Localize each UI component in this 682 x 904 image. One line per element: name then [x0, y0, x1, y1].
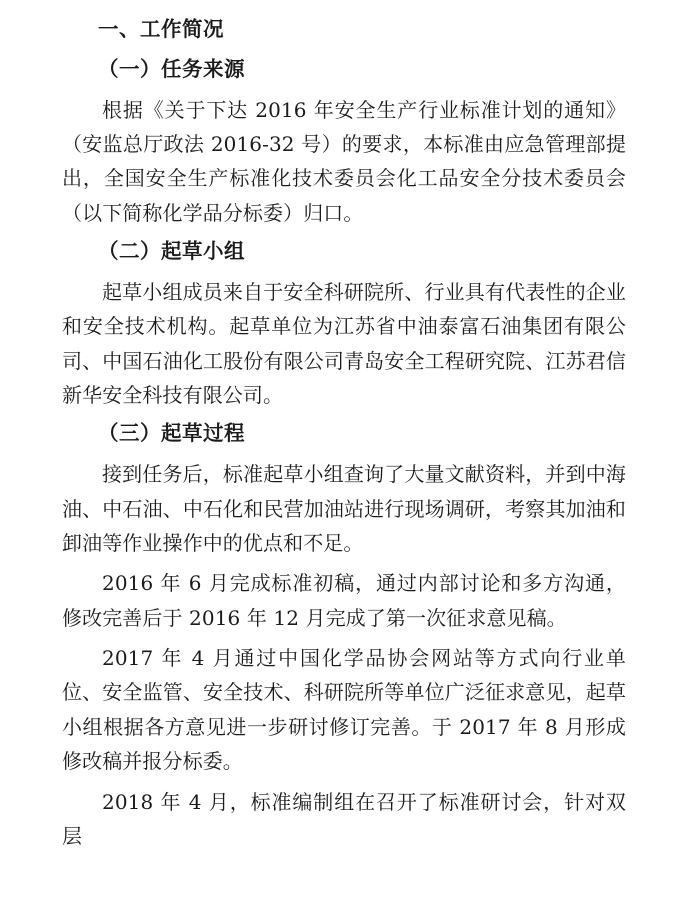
paragraph-drafting-group: 起草小组成员来自于安全科研院所、行业具有代表性的企业和安全技术机构。起草单位为江苏省中油泰富石油集团有限公司、中国石油化工股份有限公司青岛安全工程研究院、江苏君信新华安全科技有限公司。	[62, 279, 626, 407]
subsection-heading-drafting-process: （三）起草过程	[98, 421, 245, 446]
paragraph-drafting-process-3: 2017 年 4 月通过中国化学品协会网站等方式向行业单位、安全监管、安全技术、科研院所等单位广泛征求意见，起草小组根据各方意见进一步研讨修订完善。于 2017 年 8 月形成修改稿并报分标委。	[62, 646, 626, 774]
paragraph-drafting-process-4: 2018 年 4 月，标准编制组在召开了标准研讨会，针对双层	[62, 789, 626, 849]
subsection-heading-drafting-group: （二）起草小组	[98, 239, 245, 264]
paragraph-drafting-process-1: 接到任务后，标准起草小组查询了大量文献资料，并到中海油、中石油、中石化和民营加油站进行现场调研，考察其加油和卸油等作业操作中的优点和不足。	[62, 462, 626, 555]
subsection-heading-task-source: （一）任务来源	[98, 56, 245, 81]
section-title: 一、工作简况	[98, 17, 224, 41]
paragraph-drafting-process-2: 2016 年 6 月完成标准初稿，通过内部讨论和多方沟通，修改完善后于 2016 年 12 月完成了第一次征求意见稿。	[62, 571, 626, 630]
paragraph-task-source: 根据《关于下达 2016 年安全生产行业标准计划的通知》（安监总厅政法 2016-32 号）的要求，本标准由应急管理部提出，全国安全生产标准化技术委员会化工品安全分技术委员会（以下简称化学品分标委）归口。	[62, 97, 626, 225]
